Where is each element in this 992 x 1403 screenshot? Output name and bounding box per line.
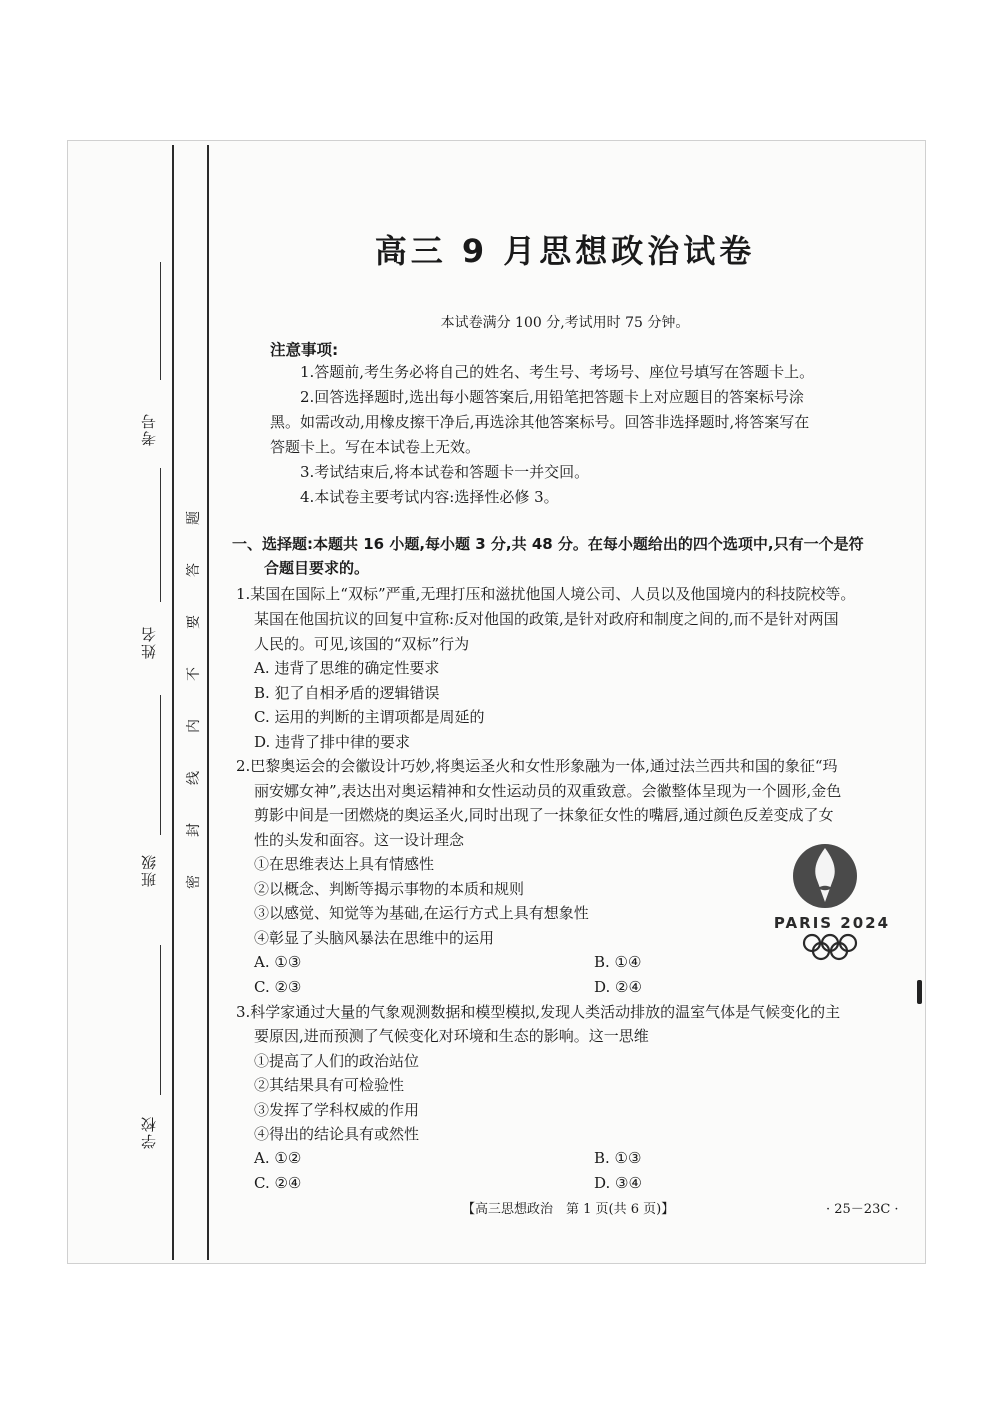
q3-option-c[interactable]: C. ②④ — [254, 1174, 302, 1192]
q1-stem: 1.某国在国际上“双标”严重,无理打压和滋扰他国人境公司、人员以及他国境内的科技院校等。 — [236, 585, 856, 603]
q2-item: ③以感觉、知觉等为基础,在运行方式上具有想象性 — [254, 904, 589, 922]
q1-stem: 某国在他国抗议的回复中宣称:反对他国的政策,是针对政府和制度之间的,而不是针对两国 — [254, 610, 839, 628]
q3-option-d[interactable]: D. ③④ — [594, 1174, 642, 1192]
exam-number-blank — [160, 262, 161, 380]
notice-line: 答题卡上。写在本试卷上无效。 — [270, 438, 481, 456]
section-line: 一、选择题:本题共 16 小题,每小题 3 分,共 48 分。在每小题给出的四个选项中,只有一个是符 — [232, 535, 864, 553]
q2-option-d[interactable]: D. ②④ — [594, 978, 642, 996]
seal-char: 答 — [186, 563, 202, 577]
olympic-rings-icon — [804, 935, 856, 959]
name-label: 姓名 — [140, 625, 158, 659]
class-label: 班级 — [140, 853, 158, 887]
section-heading — [232, 532, 912, 580]
q2-option-a[interactable]: A. ①③ — [254, 953, 302, 971]
q2-item: ④彰显了头脑风暴法在思维中的运用 — [254, 929, 495, 947]
q2-stem: 剪影中间是一团燃烧的奥运圣火,同时出现了一抹象征女性的嘴唇,通过颜色反差变成了女 — [254, 806, 834, 824]
q1-option-d[interactable]: D. 违背了排中律的要求 — [254, 733, 411, 751]
section-line: 合题目要求的。 — [264, 559, 370, 577]
q3-option-b[interactable]: B. ①③ — [594, 1149, 642, 1167]
page-footer: 【高三思想政治 第 1 页(共 6 页)】 — [462, 1202, 675, 1217]
notice-heading: 注意事项: — [270, 341, 339, 359]
exam-number-label: 考号 — [140, 412, 158, 446]
notice-line: 1.答题前,考生务必将自己的姓名、考生号、考场号、座位号填写在答题卡上。 — [300, 363, 815, 381]
binding-line-inner — [207, 145, 209, 1260]
q2-item: ①在思维表达上具有情感性 — [254, 855, 435, 873]
q1-stem: 人民的。可见,该国的“双标”行为 — [254, 635, 470, 653]
paris-2024-logo — [770, 830, 900, 970]
paper-code: · 25－23C · — [826, 1202, 899, 1217]
seal-char: 题 — [186, 511, 202, 525]
q3-stem: 3.科学家通过大量的气象观测数据和模型模拟,发现人类活动排放的温室气体是气候变化的主 — [236, 1003, 841, 1021]
logo-text: PARIS 2024 — [773, 914, 891, 932]
q1-option-b[interactable]: B. 犯了自相矛盾的逻辑错误 — [254, 684, 440, 702]
exam-info: 本试卷满分 100 分,考试用时 75 分钟。 — [440, 315, 690, 331]
seal-char: 要 — [186, 615, 202, 629]
q3-item: ②其结果具有可检验性 — [254, 1076, 405, 1094]
binding-line-outer — [172, 145, 174, 1260]
class-blank — [160, 695, 161, 835]
notice-line: 2.回答选择题时,选出每小题答案后,用铅笔把答题卡上对应题目的答案标号涂 — [300, 388, 804, 406]
seal-char: 内 — [186, 719, 202, 733]
q1-option-c[interactable]: C. 运用的判断的主谓项都是周延的 — [254, 708, 485, 726]
q2-option-c[interactable]: C. ②③ — [254, 978, 302, 996]
name-blank — [160, 468, 161, 602]
q2-item: ②以概念、判断等揭示事物的本质和规则 — [254, 880, 525, 898]
q3-option-a[interactable]: A. ①② — [254, 1149, 302, 1167]
paris-2024-emblem-icon — [770, 830, 900, 970]
seal-line-text — [184, 510, 204, 890]
notice-line: 4.本试卷主要考试内容:选择性必修 3。 — [300, 488, 559, 506]
notice-line: 3.考试结束后,将本试卷和答题卡一并交回。 — [300, 463, 590, 481]
seal-char: 封 — [186, 823, 202, 837]
notice-line: 黑。如需改动,用橡皮擦干净后,再选涂其他答案标号。回答非选择题时,将答案写在 — [270, 413, 810, 431]
q2-stem: 丽安娜女神”,表达出对奥运精神和女性运动员的双重致意。会徽整体呈现为一个圆形,金色 — [254, 782, 842, 800]
q3-stem: 要原因,进而预测了气候变化对环境和生态的影响。这一思维 — [254, 1027, 649, 1045]
page-title: 高三 9 月思想政治试卷 — [374, 232, 756, 270]
school-blank — [160, 945, 161, 1095]
school-label: 学校 — [140, 1115, 158, 1149]
q3-item: ③发挥了学科权威的作用 — [254, 1101, 420, 1119]
seal-char: 线 — [186, 771, 202, 785]
q2-stem: 性的头发和面容。这一设计理念 — [254, 831, 465, 849]
q3-item: ①提高了人们的政治站位 — [254, 1052, 420, 1070]
q1-option-a[interactable]: A. 违背了思维的确定性要求 — [254, 659, 440, 677]
q3-item: ④得出的结论具有或然性 — [254, 1125, 420, 1143]
edge-mark — [917, 980, 922, 1004]
seal-char: 不 — [186, 667, 202, 681]
q2-option-b[interactable]: B. ①④ — [594, 953, 642, 971]
q2-stem: 2.巴黎奥运会的会徽设计巧妙,将奥运圣火和女性形象融为一体,通过法兰西共和国的象征“玛 — [236, 757, 838, 775]
seal-char: 密 — [186, 875, 202, 889]
